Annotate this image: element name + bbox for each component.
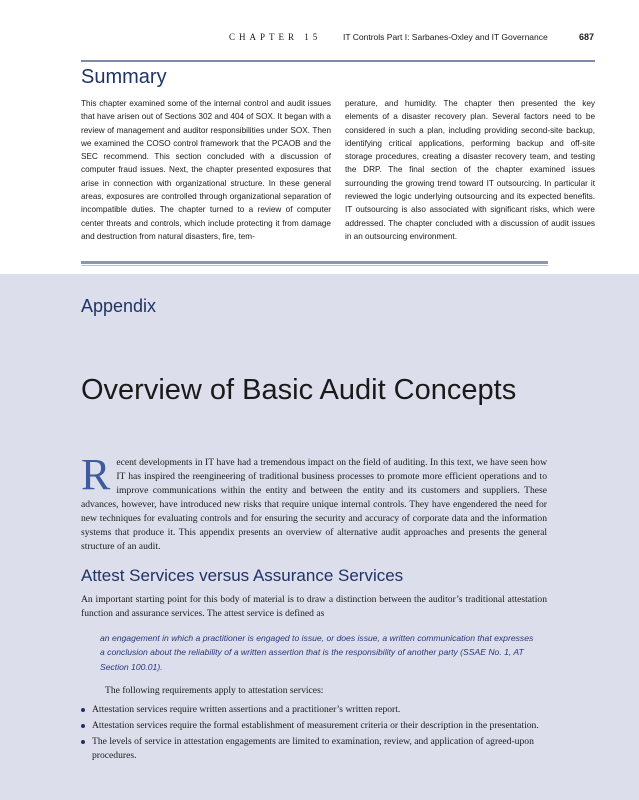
- attest-heading: Attest Services versus Assurance Services: [81, 566, 404, 585]
- header-rule: [81, 60, 595, 62]
- running-header: [0, 30, 639, 46]
- drop-cap: R: [81, 450, 111, 499]
- list-item: [81, 719, 547, 733]
- intro-text: ecent developments in IT have had a tremendous impact on the field of auditing. In this text, we have seen how IT has inspired the reengineering of traditional business processes to promote more efficient operations and to improve communications within the entity and between the entity and its customers and suppliers. These advances, however, have introduced new risks that require unique internal controls. They have engendered the need for new techniques for evaluating controls and for ensuring the security and accuracy of corporate data and the information systems that produce it. This appendix presents an overview of alternative audit approaches and presents the general structure of an audit.: [81, 457, 547, 552]
- chapter-label: CHAPTER 15: [229, 32, 322, 42]
- chapter-title: IT Controls Part I: Sarbanes-Oxley and IT Governance: [343, 32, 548, 42]
- bullet-icon: [81, 740, 85, 744]
- requirements-intro: The following requirements apply to attestation services:: [105, 685, 324, 696]
- list-item: [81, 703, 547, 717]
- attest-definition-quote: an engagement in which a practitioner is engaged to issue, or does issue, a written communication that expresses a conclusion about the reliability of a written assertion that is the responsibility of another party (SSAE No. 1, AT Section 100.01).: [100, 633, 534, 672]
- requirement-text: Attestation services require the formal establishment of measurement criteria or their description in the presentation.: [92, 720, 539, 731]
- attest-paragraph: An important starting point for this body of material is to draw a distinction between the auditor’s traditional attestation function and assurance services. The attest service is defined as: [81, 594, 547, 619]
- appendix-rule-thin: [81, 265, 548, 266]
- appendix-heading: Appendix: [81, 296, 157, 316]
- list-item: [81, 735, 547, 763]
- requirements-list: [81, 703, 547, 765]
- summary-left-column: This chapter examined some of the internal control and audit issues that have arisen out of Sections 302 and 404 of SOX. It began with a review of management and auditor responsibilities under SOX. Then we examined the COSO control framework that the PCAOB and the SEC recommend. This section concluded with a discussion of computer fraud issues. Next, the chapter presented exposures that arise in connection with organizational structure. In these general areas, exposures are controlled through organizational separation of incompatible duties. The chapter turned to a review of computer center threats and controls, which include protecting it from damage and destruction from natural disasters, fire, tem-: [81, 99, 331, 241]
- appendix-rule: [81, 261, 548, 264]
- summary-right-column: perature, and humidity. The chapter then presented the key elements of a disaster recovery plan. Several factors need to be considered in such a plan, including providing second-site backup, identifying critical applications, performing backup and off-site storage procedures, creating a disaster recovery team, and testing the DRP. The final section of the chapter examined issues surrounding the growing trend toward IT outsourcing. In particular it reviewed the logic underlying outsourcing and its expected benefits. IT outsourcing is also associated with significant risks, which were addressed. The chapter concluded with a discussion of audit issues in an outsourcing environment.: [345, 99, 595, 241]
- requirement-text: The levels of service in attestation engagements are limited to examination, review, and application of agreed-upon procedures.: [92, 736, 534, 761]
- page-number: 687: [579, 32, 595, 42]
- appendix-title: Overview of Basic Audit Concepts: [81, 374, 517, 406]
- intro-paragraph: [81, 450, 547, 554]
- bullet-icon: [81, 708, 85, 712]
- bullet-icon: [81, 724, 85, 728]
- summary-heading: Summary: [81, 66, 167, 88]
- requirement-text: Attestation services require written assertions and a practitioner’s written report.: [92, 704, 401, 715]
